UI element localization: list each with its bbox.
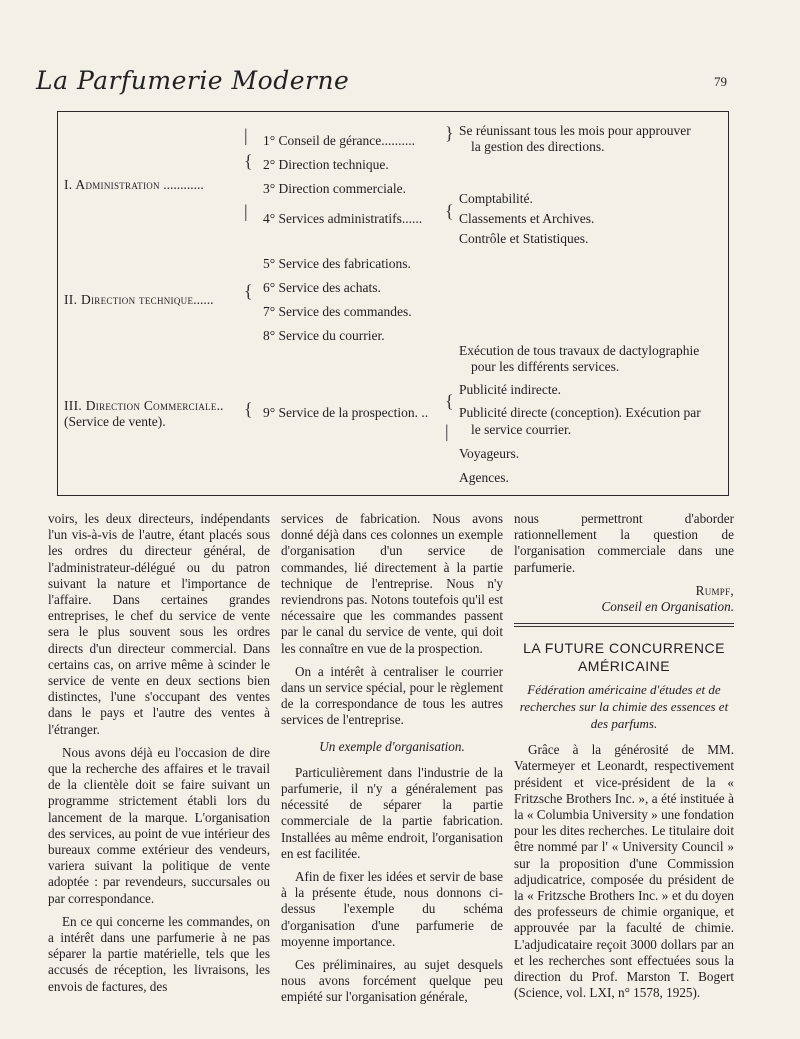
detail-admin-3: Contrôle et Statistiques.	[459, 231, 589, 246]
author-title: Conseil en Organisation.	[601, 599, 734, 615]
service-5: 5° Service des fabrications.	[263, 256, 411, 271]
section-administration: I. Administration ............	[64, 177, 204, 192]
service-6: 6° Service des achats.	[263, 280, 381, 295]
brace-9: |	[445, 421, 449, 441]
detail-prospection-4: Voyageurs.	[459, 446, 520, 461]
service-2: 2° Direction technique.	[263, 157, 389, 172]
brace-6: }	[445, 123, 454, 143]
paragraph: Ces préliminaires, au sujet desquels nous avons forcément quelque peu empiété sur l'organisation générale,	[281, 957, 503, 1005]
paragraph: En ce qui concerne les commandes, on a intérêt dans une parfumerie à ne pas séparer la partie matérielle, tels que les accusés de réception, les livraisons, les envois de factures, des	[48, 913, 270, 994]
service-4: 4° Services administratifs......	[263, 211, 423, 226]
paragraph: voirs, les deux directeurs, indépendants l'un vis-à-vis de l'autre, étant placés sous les ordres du directeur général, de l'administrateur-délégué ou du patron suivant la nature et l'importance de l'affaire. Dans certaines grandes entreprises, le chef du service de vente sera le plus souvent sous les ordres directs d'un directeur commercial. Dans certains cas, on arrive même à scinder le service de vente en deux sections bien distinctes, l'une s'occupant des ventes dans le pays et l'autre des ventes à l'étranger.	[48, 511, 270, 737]
detail-prospection-1: Publicité indirecte.	[459, 382, 561, 397]
page-number: 79	[714, 74, 727, 89]
detail-courrier-1: Exécution de tous travaux de dactylographie	[459, 343, 700, 358]
divider	[514, 626, 734, 627]
organization-chart	[57, 111, 729, 496]
article-subtitle: Fédération américaine d'études et de recherches sur la chimie des essences et des parfums.	[519, 682, 729, 732]
paragraph: Particulièrement dans l'industrie de la parfumerie, il n'y a généralement pas nécessité de séparer la partie commerciale de la partie fabrication. Installées au même endroit, l'organisation en est facilitée.	[281, 764, 503, 861]
service-1: 1° Conseil de gérance..........	[263, 133, 415, 148]
brace-8: {	[445, 391, 454, 411]
magazine-title: La Parfumerie Moderne	[36, 66, 350, 95]
column-3	[514, 511, 734, 1008]
author-name: Rumpf,	[695, 582, 734, 598]
brace-2: {	[244, 151, 253, 171]
column-1	[48, 511, 270, 1002]
detail-courrier-2: pour les différents services.	[471, 359, 620, 374]
detail-prospection-5: Agences.	[459, 470, 509, 485]
paragraph: Afin de fixer les idées et servir de base à la présente étude, nous donnons ci-dessus l'exemple du schéma d'organisation d'une parfumerie de moyenne importance.	[281, 869, 503, 949]
detail-prospection-3: le service courrier.	[471, 422, 572, 437]
paragraph: Nous avons déjà eu l'occasion de dire que la recherche des affaires et le travail de la clientèle doit se faire suivant un programme strictement établi lors du lancement de la marque. L'organisation des services, au point de vue intérieur des bureaux comme extérieur des vendeurs, variera suivant la politique de vente adoptée : par revendeurs, succursales ou par correspondance.	[48, 744, 270, 906]
paragraph: On a intérêt à centraliser le courrier dans un service spécial, pour le règlement de la correspondance de tous les autres services de l'entreprise.	[281, 663, 503, 728]
article-title: LA FUTURE CONCURRENCE AMÉRICAINE	[523, 640, 725, 675]
service-7: 7° Service des commandes.	[263, 304, 412, 319]
section-direction-commerciale: III. Direction Commerciale..	[64, 398, 224, 413]
column-2	[281, 511, 503, 1013]
detail-gerance-1: Se réunissant tous les mois pour approuver	[459, 123, 691, 138]
paragraph: services de fabrication. Nous avons donné déjà dans ces colonnes un exemple d'organisation d'un service de commandes, lié directement à la partie technique de l'entreprise. Nous n'y reviendrons pas. Notons toutefois qu'il est nécessaire que les commandes passent par le canal du service de vente, qui doit les connaître en vue de la prospection.	[281, 511, 503, 656]
brace-3: |	[244, 201, 248, 221]
divider	[514, 623, 734, 624]
detail-admin-1: Comptabilité.	[459, 191, 533, 206]
paragraph: nous permettront d'aborder rationnellement la question de l'organisation commerciale dans une parfumerie.	[514, 511, 734, 575]
detail-prospection-2: Publicité directe (conception). Exécution par	[459, 405, 701, 420]
paragraph: Grâce à la générosité de MM. Vatermeyer et Leonardt, respectivement président et vice-président de la « Fritzsche Brothers Inc. », a été instituée à la « Columbia University » une fondation pour les dites recherches. Le titulaire doit être nommé par l' « University Council » sur la proposition d'une Commission adjudicatrice, composée du président de la « Fritzsche Brothers Inc. » et du doyen des professeurs de chimie organique, et approuvée par la faculté de chimie. L'adjudicataire reçoit 3000 dollars par an et les recherches sont effectuées sous la direction du Prof. Marston T. Bogert (Science, vol. LXI, n° 1578, 1925).	[514, 742, 734, 1001]
section-sublabel: (Service de vente).	[64, 414, 166, 429]
section-direction-technique: II. Direction technique......	[64, 292, 214, 307]
service-8: 8° Service du courrier.	[263, 328, 385, 343]
brace-5: {	[244, 399, 253, 419]
service-9: 9° Service de la prospection. ..	[263, 405, 429, 420]
detail-admin-2: Classements et Archives.	[459, 211, 595, 226]
brace-7: {	[445, 201, 454, 221]
detail-gerance-2: la gestion des directions.	[471, 139, 605, 154]
brace-1: |	[244, 125, 248, 145]
brace-4: {	[244, 281, 253, 301]
subheading: Un exemple d'organisation.	[319, 738, 465, 754]
service-3: 3° Direction commerciale.	[263, 181, 406, 196]
